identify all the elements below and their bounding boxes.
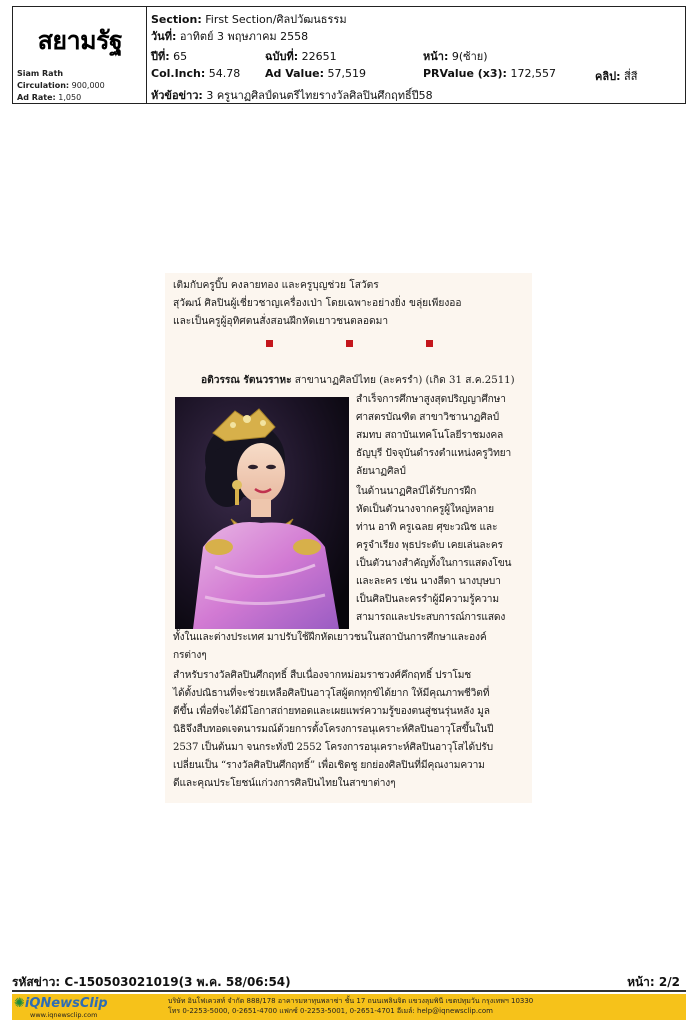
section-label: Section:	[151, 13, 202, 26]
article-line: ทั้งในและต่างประเทศ มาปรับใช้ฝึกหัดเยาวชนในสถาบันการศึกษาและองค์	[173, 632, 487, 643]
article-line: ดีขึ้น เพื่อที่จะได้มีโอกาสถ่ายทอดและเผยแพร่ความรู้ของตนสู่ชนรุ่นหลัง มูล	[173, 706, 490, 717]
article-line: ธัญบุรี ปัจจุบันดำรงตำแหน่งครูวิทยา	[356, 448, 512, 459]
profile-heading	[201, 374, 515, 387]
website-link[interactable]: www.iqnewsclip.com	[30, 1011, 98, 1019]
footer-divider	[12, 990, 686, 992]
advalue-label: Ad Value:	[265, 67, 325, 80]
prvalue-value: 172,557	[510, 67, 556, 80]
article-line: เป็นตัวนางสำคัญทั้งในการแสดงโขน	[356, 558, 512, 569]
news-code-value: C-150503021019(3 พ.ค. 58/06:54)	[64, 975, 291, 989]
article-line: และเป็นครูผู้อุทิศตนสั่งสอนฝึกหัดเยาวชนตลอดมา	[173, 316, 389, 327]
advalue-cell	[265, 67, 366, 80]
date-value: อาทิตย์ 3 พฤษภาคม 2558	[179, 30, 309, 43]
article-line: เติมกับครูบิ๊บ คงลายทอง และครูบุญช่วย โสวัตร	[173, 280, 379, 291]
metadata-box	[149, 7, 685, 103]
article-line: หัดเป็นตัวนางจากครูผู้ใหญ่หลาย	[356, 504, 494, 515]
ad-rate-label: Ad Rate:	[17, 93, 56, 102]
article-clipping	[165, 273, 532, 803]
iqnewsclip-logo	[14, 996, 108, 1011]
page-value: 9(ซ้าย)	[451, 50, 488, 63]
article-line: ดีและคุณประโยชน์แก่วงการศิลปินไทยในสาขาต่างๆ	[173, 778, 396, 789]
brand-name: iQNewsClip	[24, 996, 108, 1011]
circulation-value: 900,000	[71, 81, 105, 90]
profile-name: อติวรรณ รัตนวราหะ	[201, 374, 292, 386]
colinch-cell	[151, 67, 240, 80]
page-label: หน้า:	[423, 50, 449, 63]
news-code-label: รหัสข่าว:	[12, 975, 61, 989]
publication-info	[17, 68, 105, 104]
article-line: 2537 เป็นต้นมา จนกระทั่งปี 2552 โครงการอนุเคราะห์ศิลปินอาวุโสได้ปรับ	[173, 742, 493, 753]
colinch-value: 54.78	[208, 67, 241, 80]
publication-box	[13, 7, 147, 103]
headline-row	[151, 86, 433, 104]
article-line: ท่าน อาทิ ครูเฉลย ศุขะวณิช และ	[356, 522, 498, 533]
article-line: ศาสตรบัณฑิต สาขาวิชานาฏศิลป์	[356, 412, 499, 423]
clip-cell	[595, 67, 637, 85]
company-address	[168, 996, 533, 1016]
section-divider-bullet	[346, 340, 353, 347]
article-line: ในด้านนาฏศิลป์ได้รับการฝึก	[356, 486, 477, 497]
year-value: 65	[173, 50, 188, 63]
year-cell	[151, 47, 187, 65]
article-line: นิธิจึงสืบทอดเจตนารมณ์ด้วยการตั้งโครงการอนุเคราะห์ศิลปินอาวุโสขึ้นในปี	[173, 724, 494, 735]
issue-cell	[265, 47, 337, 65]
contact-line: โทร 0-2253-5000, 0-2651-4700 แฟกซ์ 0-2253-5001, 0-2651-4701 อีเมล์: help@iqnewsclip.com	[168, 1007, 494, 1015]
clip-value: สี่สี	[623, 70, 638, 83]
circulation-label: Circulation:	[17, 81, 70, 90]
article-line: เปลี่ยนเป็น “รางวัลศิลปินศึกฤทธิ์” เพื่อเชิดชู ยกย่องศิลปินที่มีคุณงามความ	[173, 760, 485, 771]
address-line: บริษัท อินโฟเควสท์ จำกัด 888/178 อาคารมหาทุนพลาซ่า ชั้น 17 ถนนเพลินจิต แขวงลุมพินี เขตปทุมวัน กรุงเทพฯ 10330	[168, 997, 534, 1005]
newspaper-logo: สยามรัฐ	[37, 26, 123, 55]
prvalue-cell	[423, 67, 556, 80]
issue-value: 22651	[301, 50, 337, 63]
section-row	[151, 10, 347, 28]
article-line: และละคร เช่น นางสีดา นางบุษบา	[356, 576, 501, 587]
page-number-value: 2/2	[658, 975, 680, 989]
date-row	[151, 27, 308, 45]
page-number-label: หน้า:	[627, 975, 655, 989]
article-line: สมทบ สถาบันเทคโนโลยีราชมงคล	[356, 430, 504, 441]
ad-rate-value: 1,050	[58, 93, 82, 102]
headline-value: 3 ครูนาฏศิลป์ดนตรีไทยรางวัลศิลปินศึกฤทธิ์ปี58	[206, 89, 433, 102]
section-value: First Section/ศิลปวัฒนธรรม	[205, 13, 347, 26]
clipping-header	[12, 6, 686, 104]
article-line: ครูจำเรียง พุธประดับ เคยเล่นละคร	[356, 540, 503, 551]
clip-label: คลิป:	[595, 70, 621, 83]
advalue-value: 57,519	[327, 67, 367, 80]
section-divider-bullet	[266, 340, 273, 347]
article-line: สำเร็จการศึกษาสูงสุดปริญญาศึกษา	[356, 394, 506, 405]
article-line: สำหรับรางวัลศิลปินศึกฤทธิ์ สืบเนื่องจากหม่อมราชวงศ์คึกฤทธิ์ ปราโมช	[173, 670, 472, 681]
article-line: สามารถและประสบการณ์การแสดง	[356, 612, 506, 623]
page-cell	[423, 47, 488, 65]
date-label: วันที่:	[151, 30, 177, 43]
profile-title: สาขานาฏศิลป์ไทย (ละครรำ) (เกิด 31 ส.ค.2511)	[291, 375, 515, 386]
year-label: ปีที่:	[151, 50, 170, 63]
article-line: กรต่างๆ	[173, 650, 207, 661]
issue-label: ฉบับที่:	[265, 50, 299, 63]
colinch-label: Col.Inch:	[151, 67, 206, 80]
article-line: ได้ตั้งปณิธานที่จะช่วยเหลือศิลปินอาวุโสผู้ตกทุกข์ได้ยาก ให้มีคุณภาพชีวิตที่	[173, 688, 490, 699]
article-line: เป็นศิลปินละครรำผู้มีความรู้ความ	[356, 594, 499, 605]
iqnewsclip-logo-icon: ✺	[14, 996, 25, 1011]
article-line: ลัยนาฏศิลป์	[356, 466, 406, 477]
section-divider-bullet	[426, 340, 433, 347]
dancer-photo	[175, 397, 349, 629]
headline-label: หัวข้อข่าว:	[151, 89, 203, 102]
publication-name: Siam Rath	[17, 69, 64, 78]
article-line: สุวัฒน์ ศิลปินผู้เชี่ยวชาญเครื่องเป่า โดยเฉพาะอย่างยิ่ง ขลุ่ยเพียงออ	[173, 298, 462, 309]
prvalue-label: PRValue (x3):	[423, 67, 507, 80]
